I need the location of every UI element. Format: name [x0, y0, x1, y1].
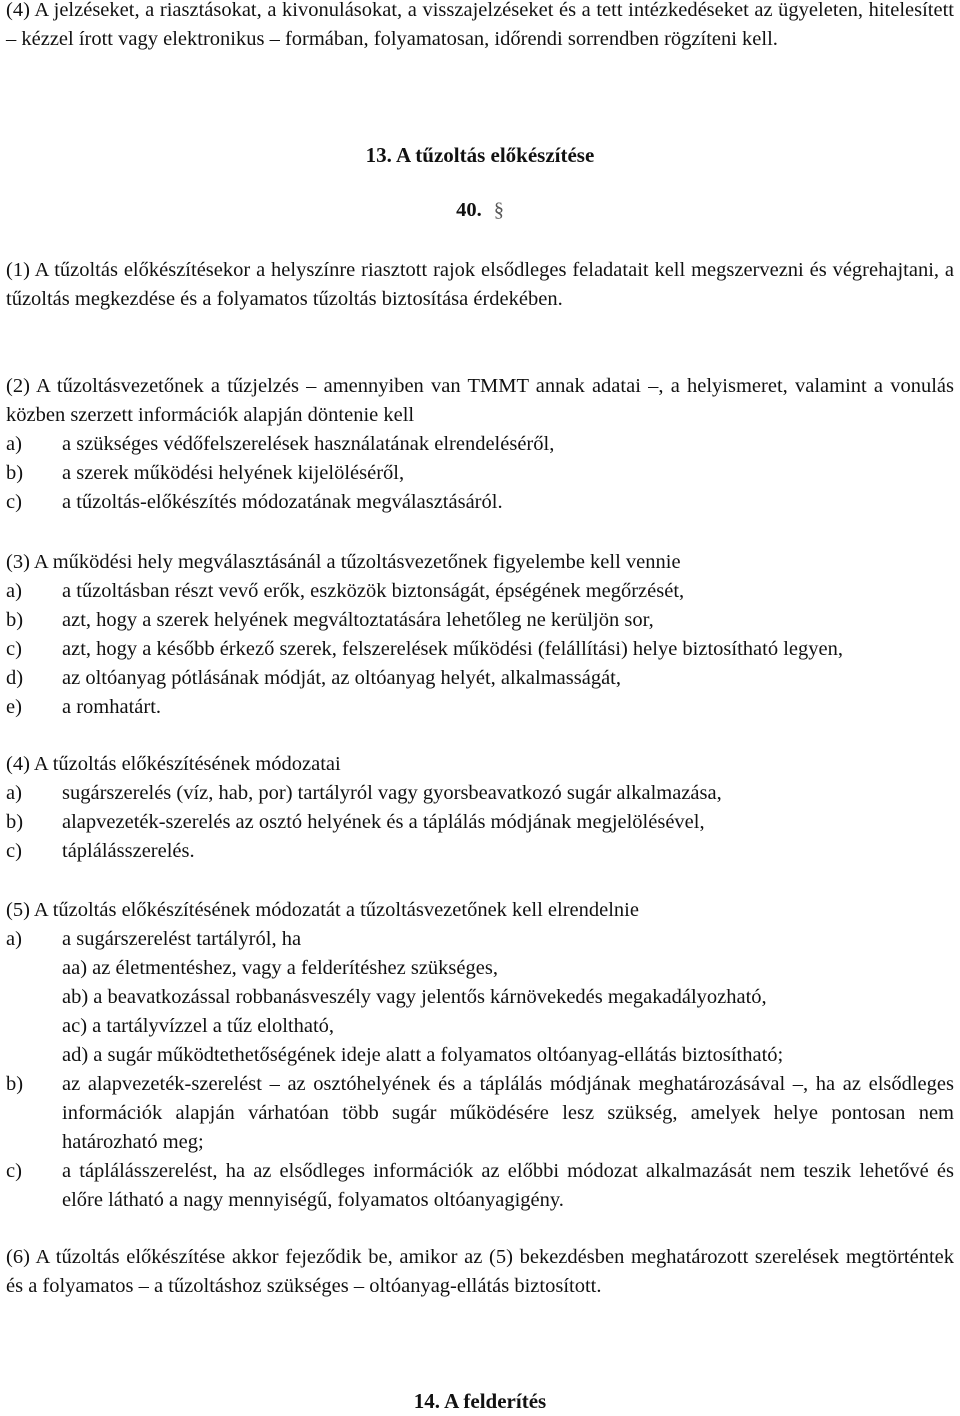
paragraph-4: [6, 750, 954, 866]
list-item: [6, 459, 954, 488]
paragraph-3-intro: (3) A működési hely megválasztásánál a tűzoltásvezetőnek figyelembe kell vennie: [6, 551, 681, 573]
paragraph-4-intro: (4) A tűzoltás előkészítésének módozatai: [6, 753, 341, 775]
list-text: az alapvezeték-szerelést – az osztóhelyének és a táplálás módjának meghatározásával –, ha az elsődleges információk alapján várhatóan több sugár működésére lesz szükség, amelyek helye pontosan nem határozható meg;: [62, 1073, 954, 1153]
list-label: c): [6, 1160, 22, 1182]
list-label: a): [6, 433, 22, 455]
list-text: az oltóanyag pótlásának módját, az oltóanyag helyét, alkalmasságát,: [62, 667, 621, 689]
list-label: b): [6, 609, 24, 631]
list-text: a szükséges védőfelszerelések használatának elrendeléséről,: [62, 433, 555, 455]
sub-item: aa) az életmentéshez, vagy a felderítéshez szükséges,: [62, 957, 498, 979]
list-item: [6, 664, 954, 693]
list-item: [6, 808, 954, 837]
list-item: [6, 488, 954, 517]
list-label: a): [6, 580, 22, 602]
list-text: a tűzoltásban részt vevő erők, eszközök biztonságát, épségének megőrzését,: [62, 580, 685, 602]
list-text: a romhatárt.: [62, 696, 162, 718]
list-item: [6, 635, 954, 664]
list-label: c): [6, 491, 22, 513]
list-text: alapvezeték-szerelés az osztó helyének és a táplálás módjának megjelölésével,: [62, 811, 705, 833]
paragraph-2-intro: (2) A tűzoltásvezetőnek a tűzjelzés – amennyiben van TMMT annak adatai –, a helyismeret, valamint a vonulás közben szerzett információk alapján döntenie kell: [6, 375, 954, 426]
chapter-heading-14: 14. A felderítés: [413, 1389, 547, 1413]
paragraph-4-prev: (4) A jelzéseket, a riasztásokat, a kivonulásokat, a visszajelzéseket és a tett intézkedéseket az ügyeleten, hitelesített – kézzel írott vagy elektronikus – formában, folyamatosan, időrendi sorrendben rögzíteni kell.: [6, 0, 954, 50]
list-item: [6, 779, 954, 808]
list-label: a): [6, 928, 22, 950]
paragraph-1: (1) A tűzoltás előkészítésekor a helyszínre riasztott rajok elsődleges feladatait kell megszervezni és végrehajtani, a tűzoltás megkezdése és a folyamatos tűzoltás biztosítása érdekében.: [6, 259, 954, 310]
section-link-icon[interactable]: §: [493, 199, 504, 221]
sub-item: ac) a tartályvízzel a tűz eloltható,: [62, 1015, 335, 1037]
list-text: a táplálásszerelést, ha az elsődleges információk az előbbi módozat alkalmazását nem teszik lehetővé és előre látható a nagy mennyiségű, folyamatos oltóanyagigény.: [62, 1160, 954, 1211]
list-item: [6, 925, 954, 954]
paragraph-5: [6, 896, 954, 1215]
list-label: e): [6, 696, 22, 718]
chapter-heading-13: 13. A tűzoltás előkészítése: [365, 143, 595, 167]
list-text: azt, hogy a később érkező szerek, felszerelések működési (felállítási) helye biztosítható legyen,: [62, 638, 843, 660]
list-item: [6, 577, 954, 606]
list-item: [6, 837, 954, 866]
list-label: b): [6, 811, 24, 833]
list-text: azt, hogy a szerek helyének megváltoztatására lehetőleg ne kerüljön sor,: [62, 609, 654, 631]
list-item: [6, 693, 954, 722]
list-item: [6, 430, 954, 459]
list-label: c): [6, 840, 22, 862]
list-label: b): [6, 1073, 24, 1095]
list-text: a sugárszerelést tartályról, ha: [62, 928, 302, 950]
article-number: [6, 196, 954, 225]
sub-item: ab) a beavatkozással robbanásveszély vagy jelentős kárnövekedés megakadályozható,: [62, 986, 767, 1008]
sub-item: ad) a sugár működtethetőségének ideje alatt a folyamatos oltóanyag-ellátás biztosítható;: [62, 1044, 784, 1066]
list-item: [6, 1070, 954, 1157]
paragraph-2: [6, 372, 954, 517]
list-item: [6, 606, 954, 635]
list-label: d): [6, 667, 24, 689]
list-text: sugárszerelés (víz, hab, por) tartályról vagy gyorsbeavatkozó sugár alkalmazása,: [62, 782, 722, 804]
list-label: a): [6, 782, 22, 804]
paragraph-3: [6, 548, 954, 722]
list-text: táplálásszerelés.: [62, 840, 195, 862]
paragraph-6: (6) A tűzoltás előkészítése akkor fejeződik be, amikor az (5) bekezdésben meghatározott szerelések megtörténtek és a folyamatos – a tűzoltáshoz szükséges – oltóanyag-ellátás biztosított.: [6, 1246, 954, 1297]
list-label: b): [6, 462, 24, 484]
paragraph-5-intro: (5) A tűzoltás előkészítésének módozatát a tűzoltásvezetőnek kell elrendelnie: [6, 899, 639, 921]
article-number-text: 40.: [456, 199, 482, 221]
list-text: a tűzoltás-előkészítés módozatának megválasztásáról.: [62, 491, 503, 513]
list-text: a szerek működési helyének kijelöléséről,: [62, 462, 405, 484]
list-label: c): [6, 638, 22, 660]
list-item: [6, 1157, 954, 1215]
